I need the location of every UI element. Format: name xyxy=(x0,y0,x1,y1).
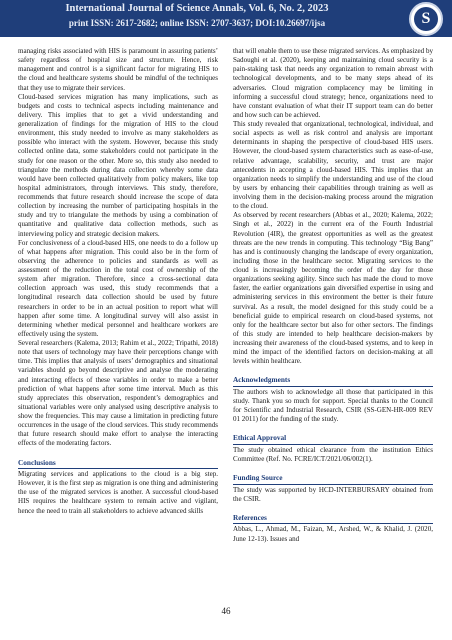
reference-entry: Abbas, L., Ahmad, M., Faizan, M., Arshed, W., & Khalid, J. (2020, June 12-13). Issues and xyxy=(233,525,433,543)
paragraph: The study was supported by HCD-INTERBURSARY obtained from the CSIR. xyxy=(233,485,433,503)
left-column xyxy=(18,47,218,516)
paragraph: As observed by recent researchers (Abbas et al., 2020; Kalema, 2022; Singh et al., 2022) in the current era of the Fourth Industrial Revolution (4IR), the greatest opportunities as well as the greatest threats are the new trends in computing. This technology “Big Bang” has and is continuously changing the landscape of every organization, including those in the healthcare sector. Migrating services to the cloud is increasingly becoming the order of the day for those organizations seeking agility. Since such has made the cloud to move faster, the earlier organizations gain diversified expertise in using and administering services in this environment the better is their future survival. As a result, the model designed for this study could be a beneficial guide to empirical research on cloud-based systems, not only for the healthcare sector but also for other sectors. The findings of this study are intended to help healthcare decision-makers by increasing their awareness of the cloud-based systems, and to keep in mind the impact of the identified factors on decision-making at all levels within healthcare. xyxy=(233,211,433,366)
section-divider xyxy=(233,444,433,445)
section-heading-funding-source: Funding Source xyxy=(233,473,283,483)
paragraph: Migrating services and applications to the cloud is a big step. However, it is the first step as migration is one thing and administering the use of the migrated services is another. A successful cloud-based HIS requires the healthcare system to remain active and vigilant, hence the need to train all stakeholders to achieve advanced skills xyxy=(18,470,218,515)
section-heading-conclusions: Conclusions xyxy=(18,457,56,467)
section-divider xyxy=(233,523,433,524)
section-heading-ethical-approval: Ethical Approval xyxy=(233,433,287,443)
section-divider xyxy=(233,484,433,485)
paragraph: that will enable them to use these migrated services. As emphasized by Sadoughi et al. (2020), keeping and maintaining cloud security is a pain-staking task that needs any organization to remain abreast with technological developments, and to be many steps ahead of its adversaries. Cloud migration complacency may be limiting in informing a successful cloud strategy; hence, organizations need to have constant evaluation of what their IT support team can do better and how such can be achieved. xyxy=(233,47,433,119)
journal-logo-icon xyxy=(409,2,443,36)
paragraph: Several researchers (Kalema, 2013; Rahim et al., 2022; Tripathi, 2018) note that users of technology may have their perceptions change with time. This implies that analysis of users’ demographics and situational variables should go beyond descriptive and analyse the moderating and interacting effects of these variables in order to make a better prediction of what happens after some time interval. Much as this study appreciates this observation, respondent’s demographics and situational variables were only analysed using descriptive analysis to show the frequencies. This may cause a limitation in predicting future occurrences in the usage of the cloud services. This study recommends that future research should make effort to analyse the interacting effects of the moderating factors. xyxy=(18,339,218,448)
right-column xyxy=(233,47,433,544)
paragraph: Cloud-based services migration has many implications, such as budgets and costs to technical aspects including maintenance and delivery. This implies that to get a vivid understanding and generalization of findings for the migration of HIS to the cloud environment, this study needed to involve as many stakeholders as possible who interact with the system. However, because this study collected online data, some stakeholders could not participate in the study for one reason or the other. More so, this study also needed to triangulate the methods during data collection whereby some data would have been collected qualitatively from policy makers, like top hospital administrators, through interviews. This study, therefore, recommends that future research should increase the scope of data collection by increasing the number of participating hospitals in the study and try to triangulate the methods by using a combination of quantitative and qualitative data collection methods, such as interviewing policy and strategic decision makers. xyxy=(18,92,218,238)
section-divider xyxy=(18,468,218,469)
section-heading-references: References xyxy=(233,512,267,522)
paragraph: managing risks associated with HIS is paramount in assuring patients’ safety regardless of hospital size and structure. Hence, risk management and control is a significant factor for migrating HIS to the cloud and healthcare systems should be mindful of the techniques that they use to migrate their services. xyxy=(18,47,218,92)
paragraph: This study revealed that organizational, technological, individual, and social aspects as well as risk control and analysis are important determinants in shaping the perspective of cloud-based HIS users. However, the cloud-based system characteristics such as ease-of-use, relative advantage, scalability, security, and trust are major antecedents in accepting a cloud-based HIS. This implies that an organization needs to simplify the understanding and use of the cloud by users by enhancing their capabilities through training as well as involving them in the decision-making process around the migration to the cloud. xyxy=(233,120,433,211)
paragraph: The study obtained ethical clearance from the institution Ethics Committee (Ref. No. FCRE/ICT/2021/06/002(1). xyxy=(233,445,433,463)
logo-letter: S xyxy=(414,7,438,31)
journal-header xyxy=(0,0,452,37)
journal-title: International Journal of Science Annals, Vol. 6, No. 2, 2023 xyxy=(65,3,329,14)
page-number: 46 xyxy=(221,606,231,616)
journal-issn: print ISSN: 2617-2682; online ISSN: 2707-3637; DOI:10.26697/ijsa xyxy=(68,18,326,28)
paragraph: For conclusiveness of a cloud-based HIS, one needs to do a follow up of what happens after migration. This could also be in the form of observing the adherence to policies and standards as well as assessment of the reduction in the total cost of ownership of the system after migration. Therefore, since a cross-sectional data collection approach was used, this study recommends that a longitudinal research data collection should be used by future researchers in order to be in an actual position to report what will happen after some time. A longitudinal survey will also assist in determining whether medical personnel and healthcare workers are effectively using the system. xyxy=(18,238,218,338)
paragraph: The authors wish to acknowledge all those that participated in this study. Thank you so much for support. Special thanks to the Council for Scientific and Industrial Research, CSIR (SS-GEN-HR-009 REV 01 2011) for the funding of the study. xyxy=(233,387,433,424)
section-heading-acknowledgments: Acknowledgments xyxy=(233,375,291,385)
section-divider xyxy=(233,386,433,387)
